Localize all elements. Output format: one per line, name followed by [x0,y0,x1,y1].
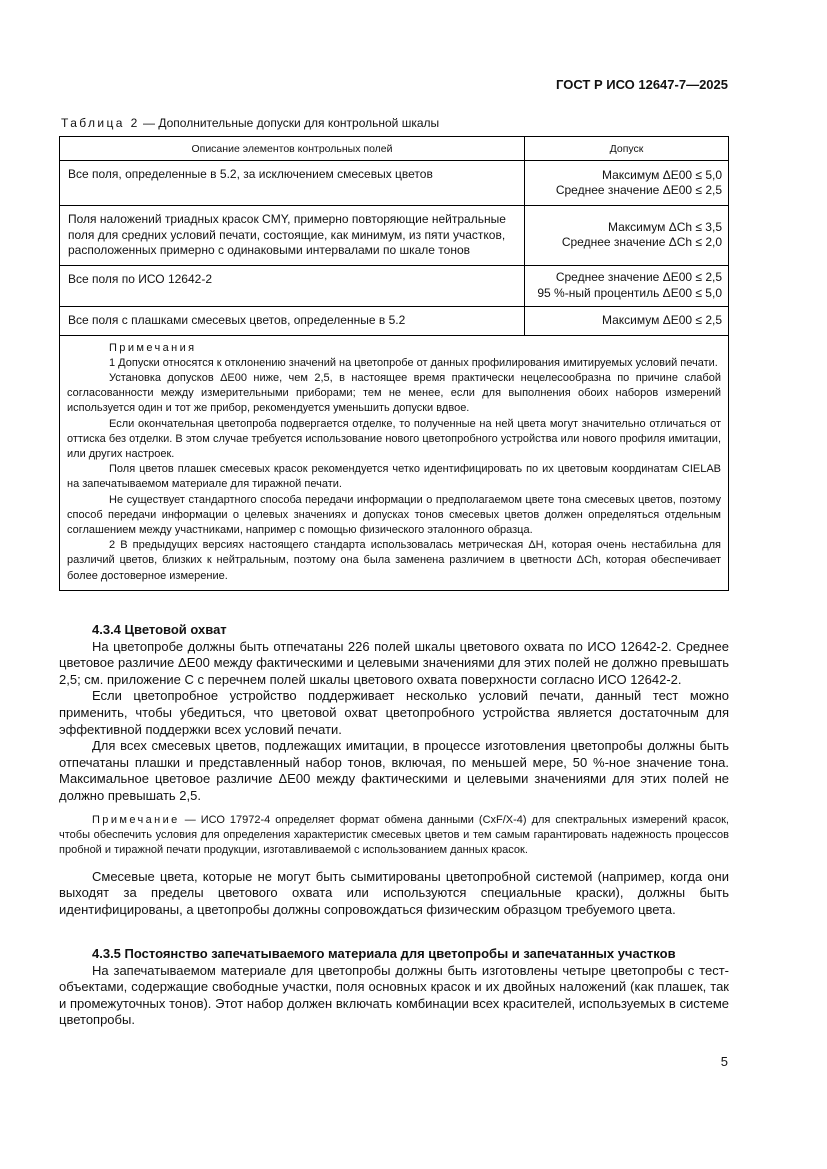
tolerance-line: Среднее значение ΔCh ≤ 2,0 [561,235,722,250]
tolerance-table [59,136,729,591]
body-paragraph: На цветопробе должны быть отпечатаны 226 полей шкалы цветового охвата по ИСО 12642-2. Среднее цветовое различие ΔE00 между фактическими и целевыми значениями для этих полей не должно превышать 2,5; см. приложение С с перечнем полей шкалы цветового охвата поверхности согласно ИСО 12642-2. [59,638,729,687]
row-description: Все поля с плашками смесевых цветов, определенные в 5.2 [60,306,525,335]
page-number: 5 [720,1054,728,1069]
row-tolerance [525,206,729,266]
notes-heading: Примечания [109,341,197,354]
tolerance-line: Максимум ΔE00 ≤ 5,0 [601,167,722,182]
row-description: Все поля по ИСО 12642-2 [60,265,525,306]
table-caption [61,116,439,130]
note-label: Примечание [92,813,180,826]
note-paragraph: Установка допусков ΔE00 ниже, чем 2,5, в настоящее время практически нецелесообразна по причине слабой согласованности между измерительными приборами; тем не менее, если для выполнения обоих наборов измерений используется один и тот же прибор, рекомендуется уменьшить допуски вдвое. [67,371,721,415]
tolerance-line: Среднее значение ΔE00 ≤ 2,5 [555,183,722,197]
table-row [60,306,729,335]
col-header-tolerance: Допуск [525,137,729,161]
tolerance-line: Максимум ΔCh ≤ 3,5 [607,219,722,234]
table-header-row [60,137,729,161]
document-header: ГОСТ Р ИСО 12647-7—2025 [556,77,728,92]
note-paragraph: Поля цветов плашек смесевых красок рекомендуется четко идентифицировать по их цветовым координатам CIELAB на запечатываемом материале для тиражной печати. [67,463,721,491]
table-row [60,265,729,306]
section-heading: 4.3.4 Цветовой охват [92,622,227,637]
table-notes [60,335,729,590]
row-tolerance [525,306,729,335]
note-paragraph: 2 В предыдущих версиях настоящего стандарта использовалась метрическая ΔH, которая очень нестабильна для различий цветов, близких к нейтральным, поэтому она была заменена различием в цветности ΔCh, которая обеспечивает более достоверное измерение. [67,539,721,582]
table-row [60,206,729,266]
tolerance-line: 95 %-ный процентиль ΔE00 ≤ 5,0 [537,285,722,300]
body-paragraph: На запечатываемом материале для цветопробы должны быть изготовлены четыре цветопробы с тест-объектами, содержащие свободные участки, поля основных красок и их двойных наложений (как плашек, так и промежуточных тонов). Этот набор должен включать комбинации всех красителей, используемых в системе цветопробы. [59,962,729,1028]
note-text: — ИСО 17972-4 определяет формат обмена данными (CxF/X-4) для спектральных измерений красок, чтобы обеспечить условия для определения характеристик смесевых цветов и тем самым гарантировать надежность процессов пробной и тиражной печати продукции, изготавливаемой с использованием данных красок. [59,813,729,857]
section-4-3-4 [59,622,729,919]
table-notes-row [60,335,729,590]
note-paragraph: 1 Допуски относятся к отклонению значений на цветопробе от данных профилирования имитируемых условий печати. [109,356,718,369]
col-header-description: Описание элементов контрольных полей [60,137,525,161]
table-caption-label: Таблица 2 [61,116,140,130]
section-heading: 4.3.5 Постоянство запечатываемого материала для цветопробы и запечатанных участков [92,946,676,961]
tolerance-line: Максимум ΔE00 ≤ 2,5 [601,312,722,327]
row-description: Все поля, определенные в 5.2, за исключением смесевых цветов [60,161,525,206]
note-paragraph: Не существует стандартного способа передачи информации о предполагаемом цвете тона смесевых цветов, поэтому способ передачи информации о целевых значениях и допусках тонов смесевых цветов должен определяться отдельным соглашением между участниками, например с помощью физического эталонного образца. [67,493,721,536]
body-paragraph: Если цветопробное устройство поддерживает несколько условий печати, данный тест можно применить, чтобы убедиться, что цветовой охват цветопробного устройства является достаточным для эффективной поддержки всех условий печати. [59,688,729,737]
body-paragraph: Для всех смесевых цветов, подлежащих имитации, в процессе изготовления цветопробы должны быть отпечатаны плашки и представленный набор тонов, включая, по меньшей мере, 50 %-ное значение тона. Максимальное цветовое различие ΔE00 между фактическими и целевыми значениями для этих полей не должно превышать 2,5. [59,738,729,803]
section-4-3-5 [59,946,729,1029]
section-note [59,813,729,859]
tolerance-line: Среднее значение ΔE00 ≤ 2,5 [555,270,722,284]
row-tolerance [525,265,729,306]
note-paragraph: Если окончательная цветопроба подвергается отделке, то полученные на ней цвета могут значительно отличаться от оттиска без отделки. В этом случае требуется использование нового цветопробного устройства или нового профиля имитации, или других настроек. [67,417,721,460]
row-description: Поля наложений триадных красок CMY, примерно повторяющие нейтральные поля для средних условий печати, состоящие, как минимум, из пяти участков, расположенных примерно с одинаковыми интервалами по шкале тонов [60,206,525,266]
body-paragraph: Смесевые цвета, которые не могут быть сымитированы цветопробной системой (например, когда они выходят за пределы цветового охвата или используются специальные краски), должны быть идентифицированы, а цветопробы должны сопровождаться физическим образцом требуемого цвета. [59,868,729,917]
row-tolerance [525,161,729,206]
table-row [60,161,729,206]
table-caption-text: — Дополнительные допуски для контрольной шкалы [143,116,440,130]
